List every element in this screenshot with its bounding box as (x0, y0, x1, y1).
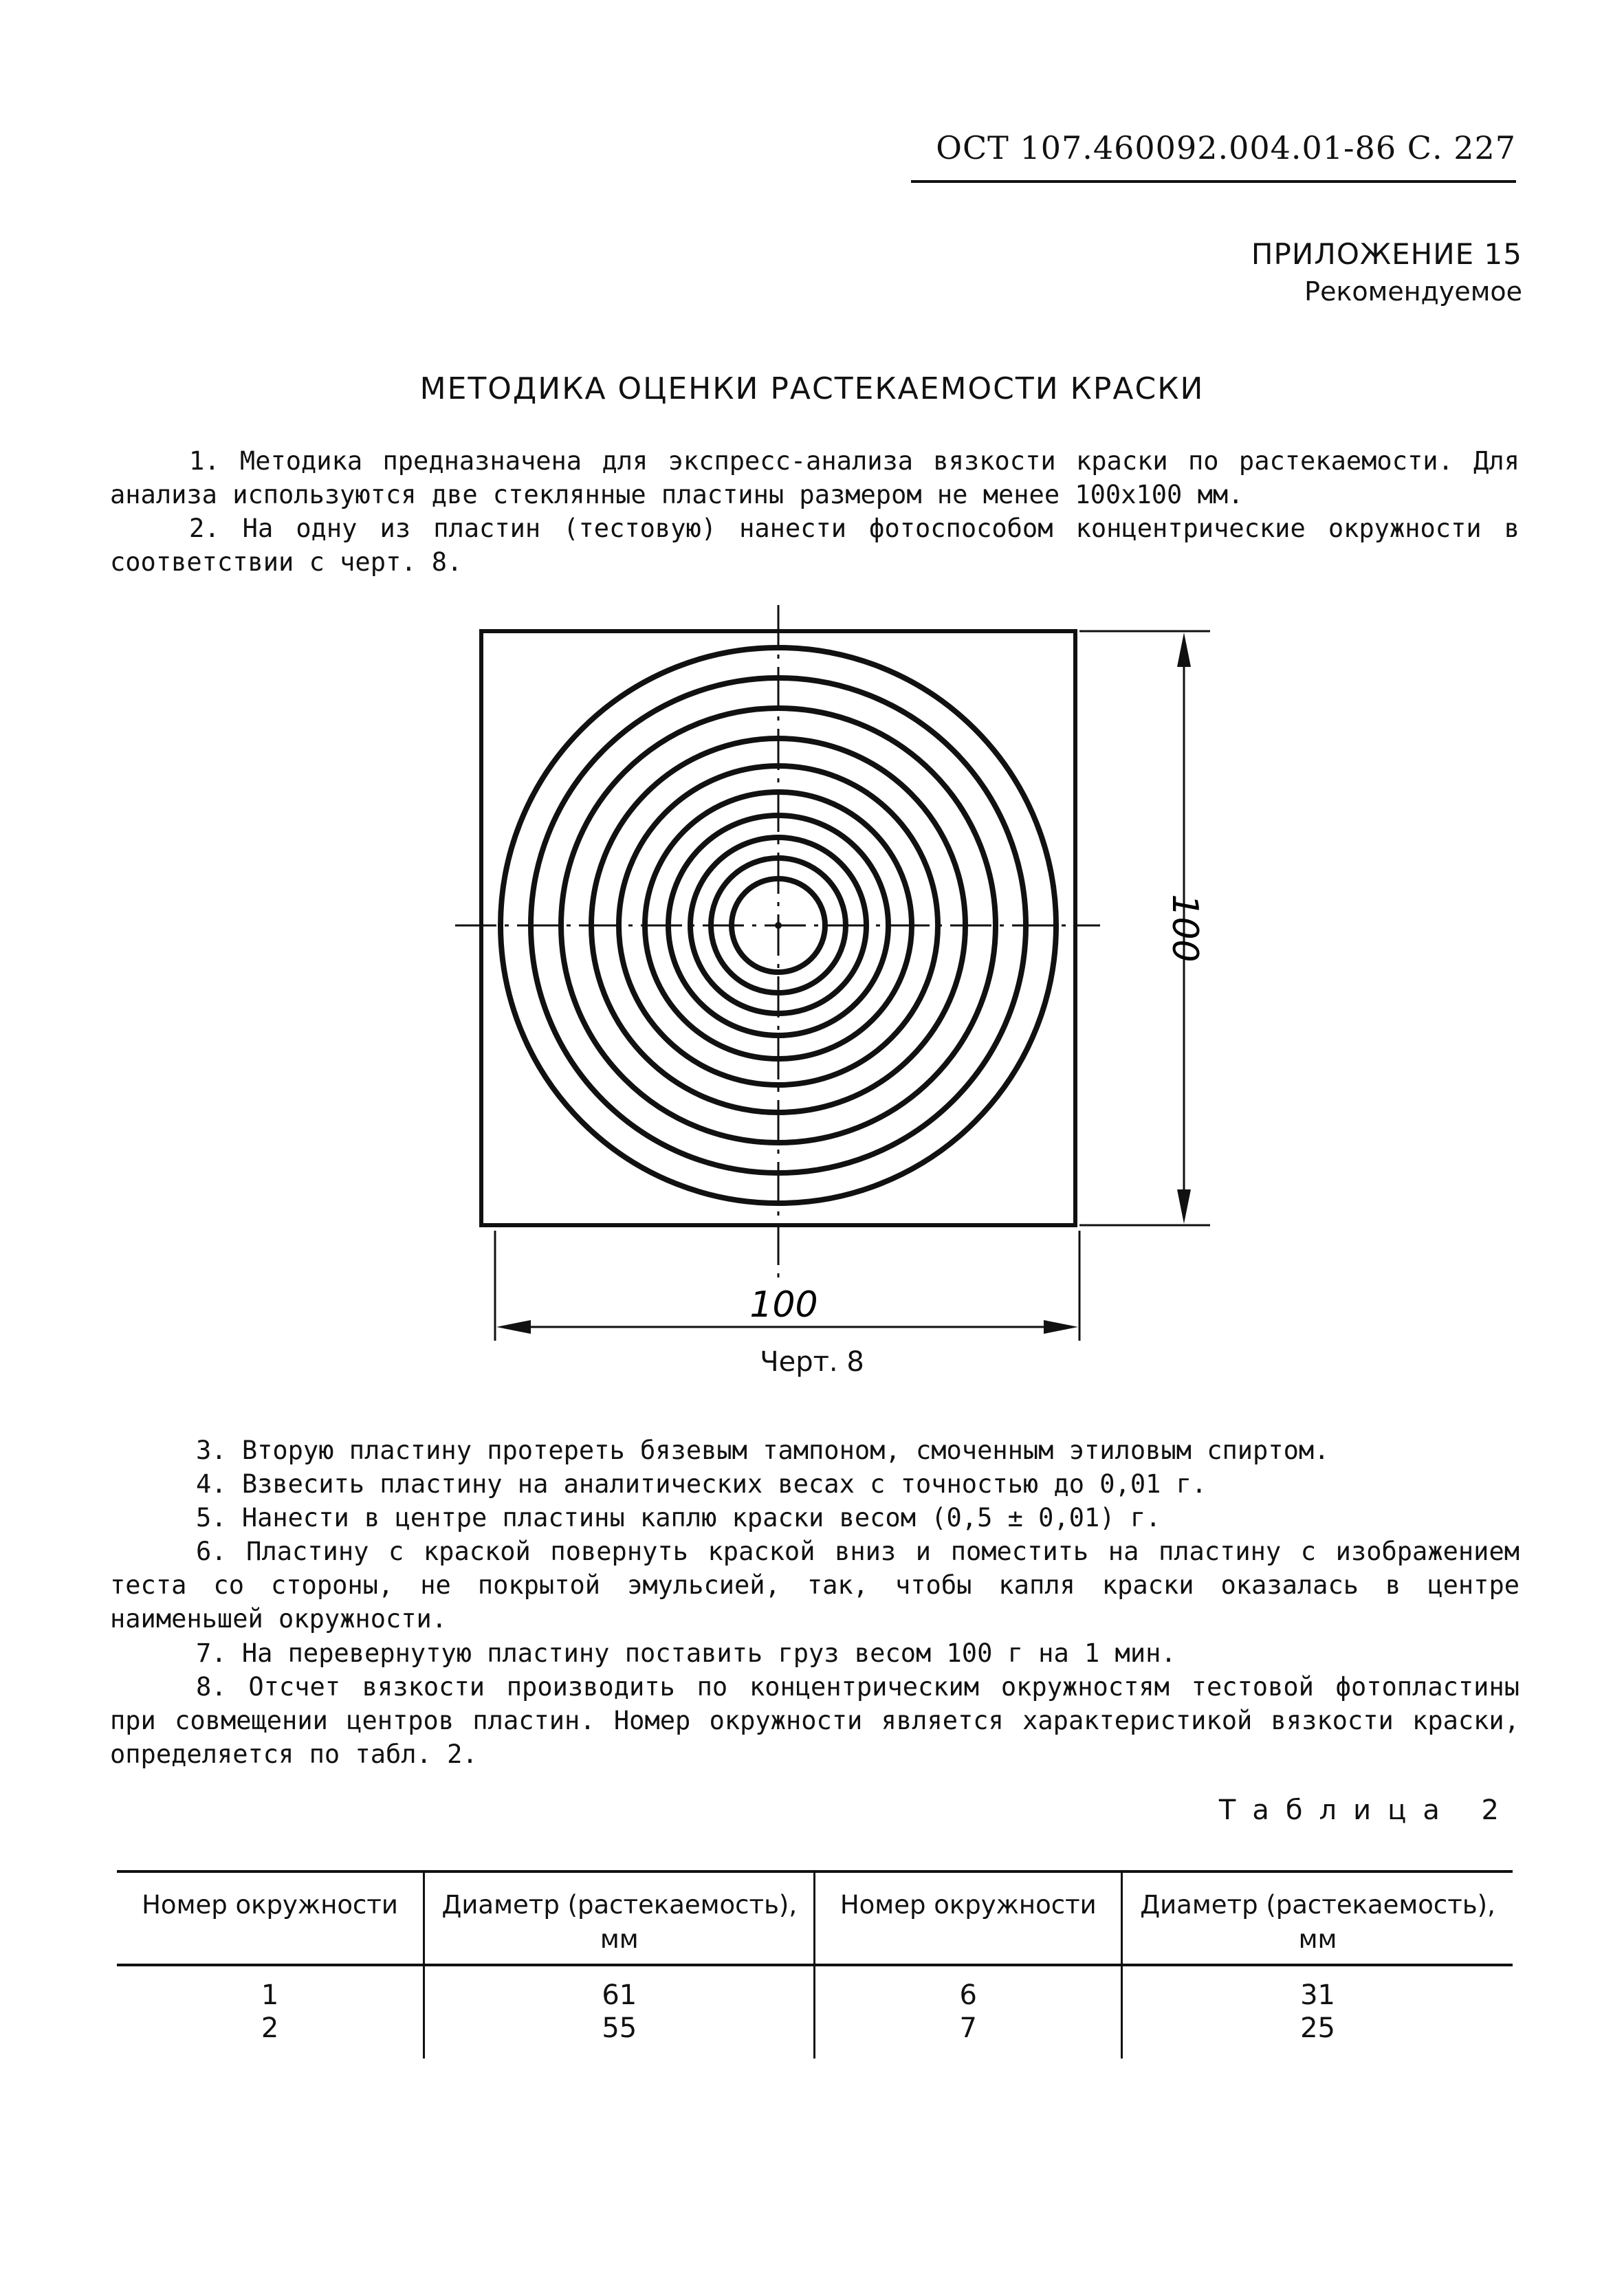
appendix-status: Рекомендуемое (1304, 276, 1522, 307)
appendix-label: ПРИЛОЖЕНИЕ 15 (1251, 237, 1522, 271)
dim-height-label: 100 (1164, 894, 1205, 963)
paragraph-4 (110, 1467, 1519, 1501)
paragraph-6-text: 6. Пластину с краской повернуть краской вниз и поместить на пластину с изображением теста со стороны, не покрытой эмульсией, так, чтобы капля краски оказалась в центре наименьшей окружности. (110, 1537, 1519, 1634)
paragraph-5 (110, 1501, 1519, 1535)
table-header-cell: Диаметр (растекаемость), мм (1122, 1871, 1513, 1965)
circle-number: 2 (261, 2012, 279, 2044)
paragraph-6 (110, 1535, 1519, 1636)
diameter-value: 25 (1300, 2012, 1335, 2044)
circle-number: 1 (261, 1979, 279, 2011)
paragraph-5-text: 5. Нанести в центре пластины каплю краски весом (0,5 ± 0,01) г. (196, 1503, 1161, 1533)
table-header-cell: Номер окружности (815, 1871, 1122, 1965)
dim-width-label: 100 (749, 1284, 818, 1326)
paragraph-2-text: 2. На одну из пластин (тестовую) нанести фотоспособом концентрические окружности в соответствии с черт. 8. (110, 514, 1519, 577)
circle-number: 7 (959, 2012, 977, 2044)
dim-arrow-bottom (1177, 1189, 1191, 1224)
diameter-value: 31 (1300, 1979, 1335, 2011)
dim-arrow-right (1044, 1320, 1078, 1334)
table-cell (1122, 1965, 1513, 2058)
table-row (117, 1965, 1513, 2058)
table-cell (424, 1965, 815, 2058)
diameter-value: 61 (602, 1979, 637, 2011)
paragraph-3-text: 3. Вторую пластину протереть бязевым тампоном, смоченным этиловым спиртом. (196, 1436, 1330, 1465)
paragraph-8-text: 8. Отсчет вязкости производить по концентрическим окружностям тестовой фотопластины при совмещении центров пластин. Номер окружности является характеристикой вязкости краски, определяется по табл. 2. (110, 1672, 1519, 1769)
paragraph-8 (110, 1670, 1519, 1771)
viscosity-table (117, 1870, 1513, 2058)
paragraph-1-text: 1. Методика предназначена для экспресс-анализа вязкости краски по растекаемости. Для анализа используются две стеклянные пластины размером не менее 100х100 мм. (110, 446, 1519, 509)
dim-arrow-left (496, 1320, 531, 1334)
table-cell (117, 1965, 424, 2058)
diameter-value: 55 (602, 2012, 637, 2044)
center-point (775, 922, 782, 929)
table-header-row (117, 1871, 1513, 1965)
dim-arrow-top (1177, 633, 1191, 667)
circle-number: 6 (959, 1979, 977, 2011)
page-title: МЕТОДИКА ОЦЕНКИ РАСТЕКАЕМОСТИ КРАСКИ (419, 371, 1205, 406)
paragraph-4-text: 4. Взвесить пластину на аналитических весах с точностью до 0,01 г. (196, 1469, 1207, 1499)
figure-caption: Черт. 8 (760, 1346, 864, 1378)
paragraph-3 (110, 1434, 1519, 1467)
table-title: Таблица 2 (1218, 1794, 1515, 1826)
table-header-cell: Номер окружности (117, 1871, 424, 1965)
table-header-cell: Диаметр (растекаемость), мм (424, 1871, 815, 1965)
paragraph-7-text: 7. На перевернутую пластину поставить груз весом 100 г на 1 мин. (196, 1638, 1176, 1668)
paragraph-7 (110, 1636, 1519, 1670)
document-code: ОСТ 107.460092.004.01-86 С. 227 (936, 129, 1516, 166)
table-cell (815, 1965, 1122, 2058)
